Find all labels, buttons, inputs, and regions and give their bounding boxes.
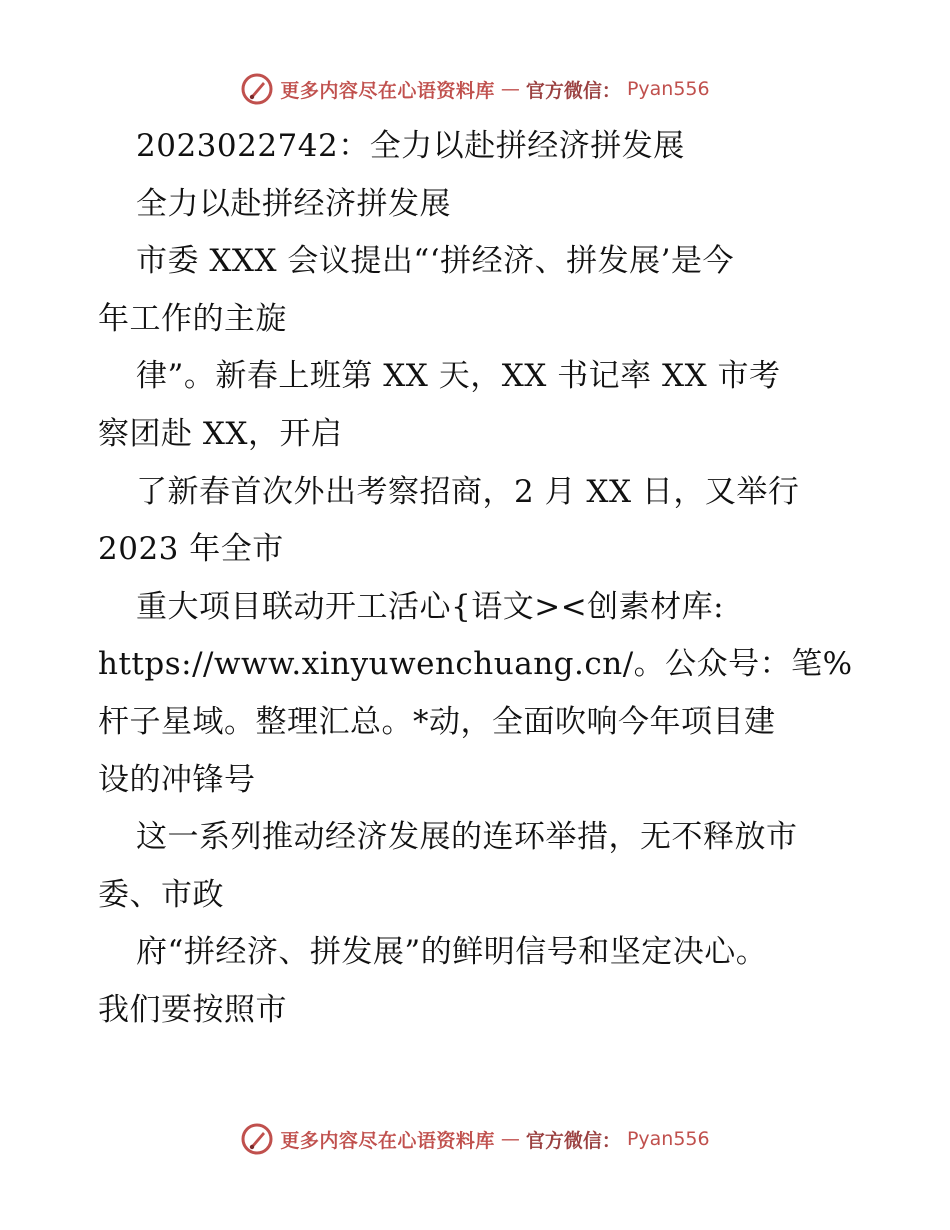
document-body bbox=[98, 118, 853, 1040]
doc-line: 了新春首次外出考察招商，2 月 XX 日，又举行 bbox=[136, 473, 800, 510]
doc-line: 我们要按照市 bbox=[98, 991, 287, 1028]
quill-seal-icon bbox=[240, 1122, 274, 1156]
watermark-wechat-label: 官方微信： bbox=[525, 79, 621, 102]
watermark-dash: — bbox=[500, 1128, 520, 1150]
header-watermark bbox=[0, 72, 950, 106]
doc-line: 察团赴 XX，开启 bbox=[98, 415, 343, 452]
watermark-wechat-label: 官方微信： bbox=[525, 1129, 621, 1152]
watermark-wechat-id: Pyan556 bbox=[626, 78, 710, 100]
doc-line: 全力以赴拼经济拼发展 bbox=[136, 185, 451, 222]
doc-line: 设的冲锋号 bbox=[98, 761, 256, 798]
footer-watermark bbox=[0, 1122, 950, 1156]
doc-line: 这一系列推动经济发展的连环举措，无不释放市 bbox=[136, 819, 798, 856]
doc-line: 市委 XXX 会议提出“‘拼经济、拼发展’是今 bbox=[136, 243, 734, 280]
quill-seal-icon bbox=[240, 72, 274, 106]
watermark-brand: 更多内容尽在心语资料库 bbox=[280, 79, 495, 102]
watermark-brand: 更多内容尽在心语资料库 bbox=[280, 1129, 495, 1152]
doc-line: 2023022742：全力以赴拼经济拼发展 bbox=[136, 128, 685, 164]
watermark-wechat-id: Pyan556 bbox=[626, 1128, 710, 1150]
doc-line: 杆子星域。整理汇总。*动，全面吹响今年项目建 bbox=[98, 703, 776, 740]
doc-line: 委、市政 bbox=[98, 876, 224, 913]
watermark-dash: — bbox=[500, 78, 520, 100]
doc-line: 重大项目联动开工活心{语文><创素材库: bbox=[136, 588, 725, 625]
doc-line: https://www.xinyuwenchuang.cn/。公众号：笔% bbox=[98, 646, 853, 683]
doc-line: 2023 年全市 bbox=[98, 531, 284, 568]
doc-line: 年工作的主旋 bbox=[98, 300, 287, 337]
doc-line: 律”。新春上班第 XX 天，XX 书记率 XX 市考 bbox=[136, 358, 781, 395]
doc-line: 府“拼经济、拼发展”的鲜明信号和坚定决心。 bbox=[136, 934, 768, 971]
